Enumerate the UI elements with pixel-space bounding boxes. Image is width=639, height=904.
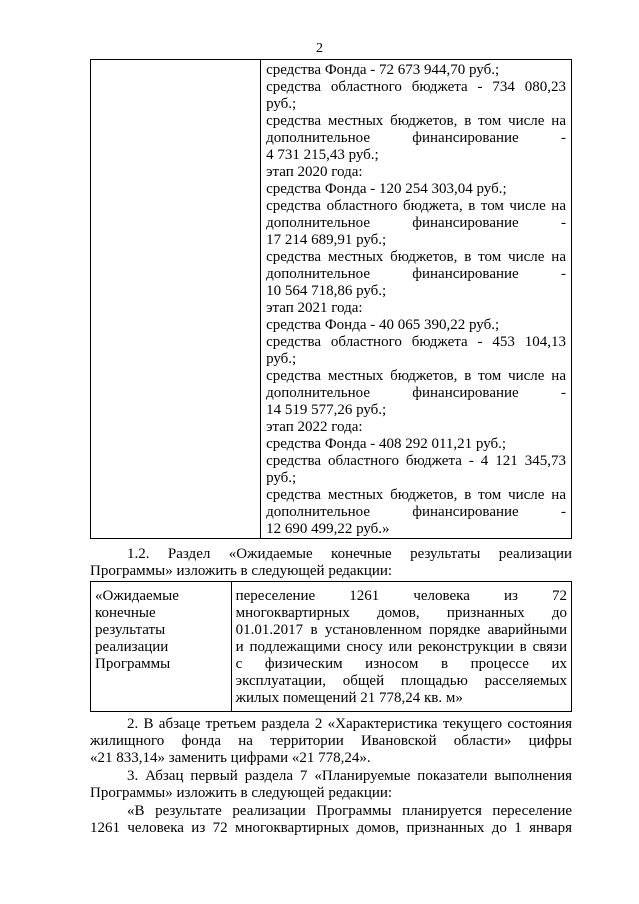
paragraph-line: Программы» изложить в следующей редакции: [90,563,393,579]
table1-line: средства местных бюджетов, в том числе на [266,249,566,265]
results-label-line: конечные результаты [95,605,166,638]
table1-line: руб.; [266,96,297,112]
table1-line: 17 214 689,91 руб.; [266,232,387,248]
paragraph-2 [90,716,572,767]
table1-line: дополнительное финансирование - [266,215,566,231]
table1-line: этап 2022 года: [266,419,363,435]
financing-table [90,59,572,539]
paragraph-3 [90,768,572,802]
table1-line: этап 2020 года: [266,164,363,180]
table1-line: руб.; [266,470,297,486]
page-number: 2 [316,41,323,56]
table1-line: средства Фонда - 408 292 011,21 руб.; [266,436,507,452]
results-text-line: многоквартирных домов, признанных до [235,605,567,621]
table1-line: дополнительное финансирование - [266,130,566,146]
results-table-right-cell [231,582,571,712]
paragraph-line: 1261 человека из 72 многоквартирных домов, признанных до 1 января [90,820,572,836]
table1-line: 14 519 577,26 руб.; [266,402,387,418]
table1-line: средства местных бюджетов, в том числе на [266,487,566,503]
paragraph-line: Программы» изложить в следующей редакции: [90,785,393,801]
results-label-line: реализации [95,639,169,655]
paragraph-4 [90,803,572,837]
results-table [90,581,572,712]
financing-table-right-cell [261,60,572,539]
table1-line: средства областного бюджета - 453 104,13 [266,334,566,350]
table1-line: дополнительное финансирование - [266,504,566,520]
paragraph-line: 1.2. Раздел «Ожидаемые конечные результаты реализации [127,546,572,562]
results-text-line: 01.01.2017 в установленном порядке аварийными [235,622,567,638]
table1-line: дополнительное финансирование - [266,385,566,401]
table1-line: средства местных бюджетов, в том числе на [266,113,566,129]
table1-line: средства Фонда - 40 065 390,22 руб.; [266,317,500,333]
results-text-line: и подлежащими сносу или реконструкции в связи [235,639,567,655]
table1-line: средства областного бюджета - 4 121 345,73 [266,453,566,469]
table1-line: средства местных бюджетов, в том числе на [266,368,566,384]
results-text-line: с физическим износом в процессе их [235,656,567,672]
results-label-line: «Ожидаемые [95,588,179,604]
results-text-line: переселение 1261 человека из 72 [235,588,567,604]
table1-line: 10 564 718,86 руб.; [266,283,387,299]
paragraph-line: жилищного фонда на территории Ивановской области» цифры [90,733,572,749]
paragraph-line: 2. В абзаце третьем раздела 2 «Характеристика текущего состояния [127,716,572,732]
table1-line: средства областного бюджета - 734 080,23 [266,79,566,95]
paragraph-line: «21 833,14» заменить цифрами «21 778,24». [90,750,371,766]
results-table-left-cell [91,582,232,712]
table1-line: руб.; [266,351,297,367]
paragraph-line: «В результате реализации Программы планируется переселение [127,803,572,819]
table1-line: 4 731 215,43 руб.; [266,147,379,163]
results-text-line: жилых помещений 21 778,24 кв. м» [235,690,463,706]
paragraph-line: 3. Абзац первый раздела 7 «Планируемые показатели выполнения [127,768,572,784]
table1-line: 12 690 499,22 руб.» [266,521,390,537]
table1-line: средства Фонда - 120 254 303,04 руб.; [266,181,507,197]
financing-table-left-cell [91,60,261,539]
table1-line: средства Фонда - 72 673 944,70 руб.; [266,62,500,78]
table1-line: средства областного бюджета, в том числе на [266,198,566,214]
paragraph-1-2 [90,546,572,580]
table1-line: этап 2021 года: [266,300,363,316]
results-label-line: Программы [95,656,171,672]
results-text-line: эксплуатации, общей площадью расселяемых [235,673,567,689]
table1-line: дополнительное финансирование - [266,266,566,282]
